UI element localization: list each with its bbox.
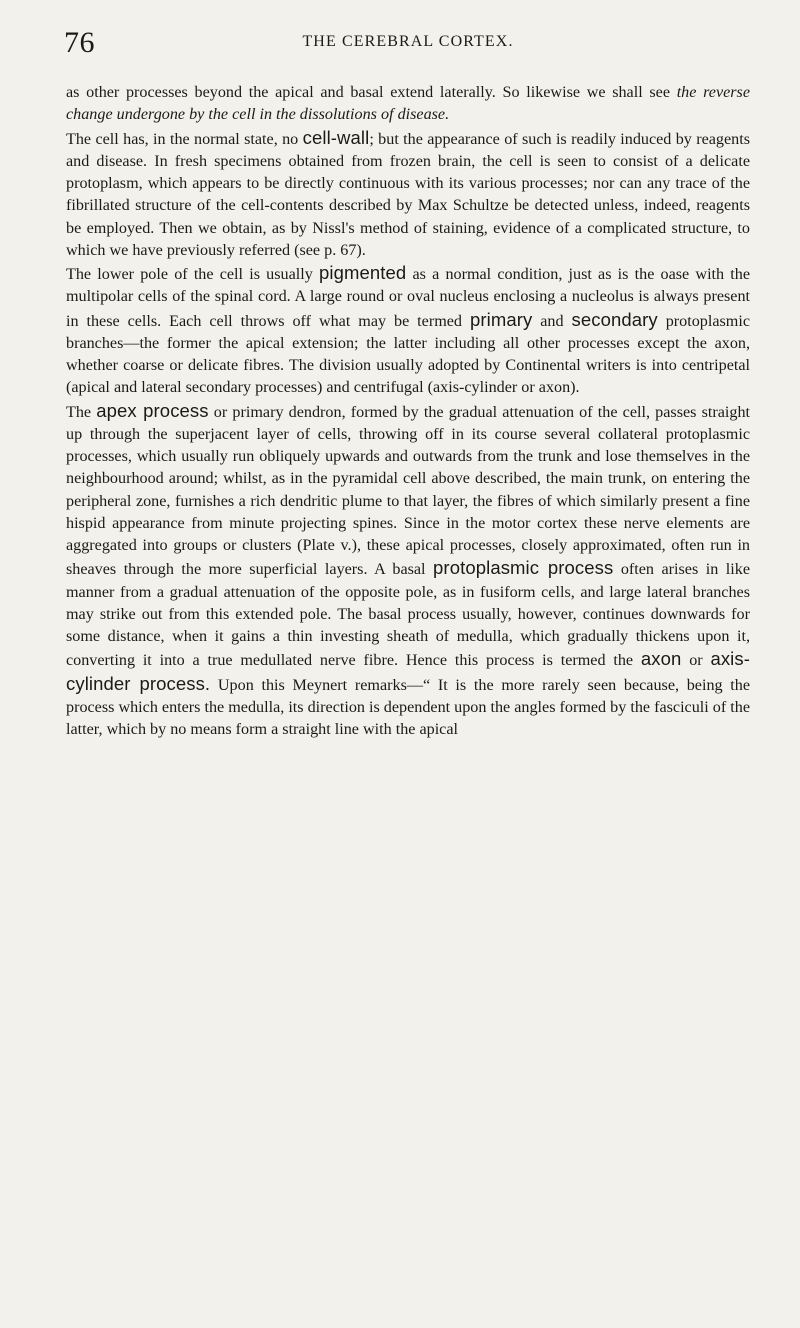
text-run: ; but the appearance of such is readily induced by reagents and disease. In fresh specimens obtained from frozen brain, the cell is seen to consist of a delicate protoplasm, which appears to be directly continuous with its various processes; nor can any trace of the fibrillated structure of the cell-contents described by Max Schultze be detected unless, indeed, reagents be employed. Then we obtain, as by Nissl's method of staining, evidence of a complicated structure, to which we have previously referred (see p. 67). xyxy=(66,130,751,259)
page-header xyxy=(66,26,750,66)
text-run: or primary dendron, formed by the gradual attenuation of the cell, passes straight up through the superjacent layer of cells, throwing off in its course several collateral protoplasmic processes, which usually run obliquely upwards and outwards from the trunk and lose themselves in the neighbourhood around; whilst, as in the pyramidal cell above described, the main trunk, on entering the peripheral zone, furnishes a rich dendritic plume to that layer, the fibres of which similarly present a fine hispid appearance from minute projecting spines. Since in the motor cortex these nerve elements are aggregated into groups or clusters (Plate v.), these apical processes, closely approximated, often run in sheaves through the more superficial layers. A basal xyxy=(66,403,750,579)
body-text xyxy=(66,82,750,741)
term-secondary: secondary xyxy=(571,308,658,330)
text-run: Upon this Meynert remarks—“ It is the more rarely seen because, being the process which enters the medulla, its direction is dependent upon the angles formed by the fasciculi of the latter, which by no means form a straight line with the apical xyxy=(66,676,751,738)
term-axon: axon xyxy=(640,648,682,670)
running-title: THE CEREBRAL CORTEX. xyxy=(302,33,514,50)
text-run: as other processes beyond the apical and basal extend laterally. So likewise we shall see xyxy=(66,84,677,101)
term-cell-wall: cell-wall xyxy=(302,126,370,148)
text-run: or xyxy=(681,652,711,670)
term-apex-process: apex process xyxy=(96,399,209,421)
term-protoplasmic-process: protoplasmic process xyxy=(433,557,614,579)
text-run: as a normal condition, just as is the oase with the multipolar cells of the spinal cord. A large round or oval nucleus enclosing a nucleolus is always present in these cells. Each cell throws off what may be termed xyxy=(66,266,751,330)
text-run: often arises in like manner from a gradual attenuation of the opposite pole, as in fusiform cells, and large lateral branches may strike out from this extended pole. The basal process usually, however, continues downwards for some distance, when it gains a thin investing sheath of medulla, which gradually thickens upon it, converting it into a true medullated nerve fibre. Hence this process is termed the xyxy=(66,561,750,670)
text-run: The cell has, in the normal state, no xyxy=(66,130,303,148)
book-page xyxy=(66,26,750,1306)
paragraph xyxy=(66,262,750,400)
text-run: The lower pole of the cell is usually xyxy=(66,266,319,283)
paragraph xyxy=(66,82,750,127)
paragraph xyxy=(66,127,750,263)
term-pigmented: pigmented xyxy=(318,262,407,283)
paragraph xyxy=(66,400,750,742)
text-run: and xyxy=(532,312,572,330)
italic-text-run: the reverse change undergone by the cell in the dissolutions of disease. xyxy=(66,84,750,124)
text-run: protoplasmic branches—the former the apical extension; the latter including all other processes except the axon, whether coarse or delicate fibres. The division usually adopted by Continental writers is into centripetal (apical and lateral secondary processes) and centrifugal (axis-cylinder or axon). xyxy=(66,312,751,397)
page-number: 76 xyxy=(64,26,95,59)
text-run: The xyxy=(66,403,97,421)
term-axis-cylinder-process: axis-cylinder process. xyxy=(66,648,750,694)
term-primary: primary xyxy=(469,308,533,330)
